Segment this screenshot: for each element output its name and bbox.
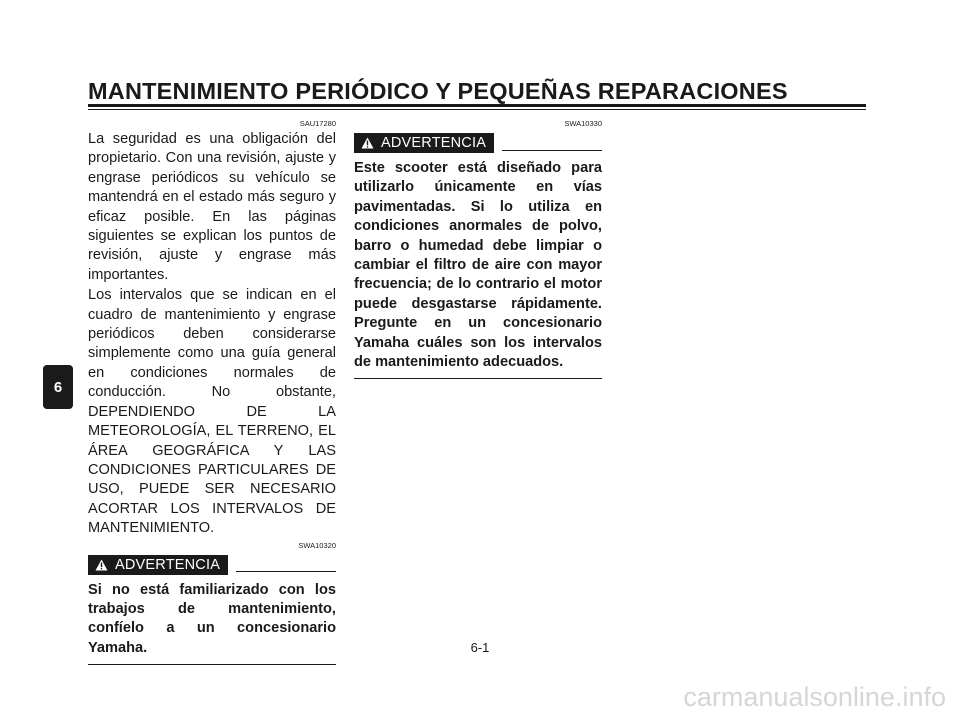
warning-end-rule bbox=[88, 664, 336, 665]
warning-header bbox=[354, 131, 602, 155]
title-rule-thin bbox=[88, 109, 866, 110]
warning-label: ADVERTENCIA bbox=[115, 556, 221, 573]
watermark: carmanualsonline.info bbox=[683, 682, 946, 712]
warning-triangle-icon bbox=[361, 137, 374, 149]
warning-label-box bbox=[354, 133, 494, 153]
warning-text: Este scooter está diseñado para utilizarlo únicamente en vías pavimentadas. Si lo utiliza en condiciones anormales de polvo, barro o humedad debe limpiar o cambiar el filtro de aire con mayor frecuencia; de lo contrario el motor puede desgastarse rápidamente. Pregunte en un concesionario Yamaha cuáles son los intervalos de mantenimiento adecuados. bbox=[354, 160, 602, 371]
warning-text: Si no está familiarizado con los trabajos de mantenimiento, confíelo a un concesionario Yamaha. bbox=[88, 581, 336, 656]
warning-box-2 bbox=[354, 119, 602, 379]
warning-header bbox=[88, 553, 336, 577]
right-column bbox=[354, 119, 602, 379]
warning-end-rule bbox=[354, 378, 602, 379]
page-number: 6-1 bbox=[470, 640, 490, 655]
section-code: SAU17280 bbox=[299, 119, 336, 128]
body-paragraph-2: Los intervalos que se indican en el cuadro de mantenimiento y engrase periódicos deben considerarse simplemente como una guía general en condiciones normales de conducción. No obstante, DEPENDIENDO DE LA METEOROLOGÍA, EL TERRENO, EL ÁREA GEOGRÁFICA Y LAS CONDICIONES PARTICULARES DE USO, PUEDE SER NECESARIO ACORTAR LOS INTERVALOS DE MANTENIMIENTO. bbox=[88, 287, 336, 537]
warning-box-1 bbox=[88, 541, 336, 666]
left-column bbox=[88, 119, 336, 665]
warning-label: ADVERTENCIA bbox=[381, 135, 487, 151]
warning-code: SWA10320 bbox=[298, 540, 336, 550]
body-paragraph-1: La seguridad es una obligación del propietario. Con una revisión, ajuste y engrase periódicos su vehículo se mantendrá en el estado más seguro y eficaz posible. En las páginas siguientes se explican los puntos de revisión, ajuste y engrase más importantes. bbox=[88, 131, 336, 283]
warning-triangle-icon bbox=[95, 559, 108, 571]
warning-label-box bbox=[88, 555, 228, 575]
warning-code: SWA10330 bbox=[564, 119, 602, 128]
warning-header-rule bbox=[502, 150, 602, 151]
title-rule bbox=[88, 104, 866, 107]
chapter-tab: 6 bbox=[43, 365, 73, 409]
warning-header-rule bbox=[236, 571, 336, 572]
page-title: MANTENIMIENTO PERIÓDICO Y PEQUEÑAS REPARACIONES bbox=[88, 78, 788, 104]
